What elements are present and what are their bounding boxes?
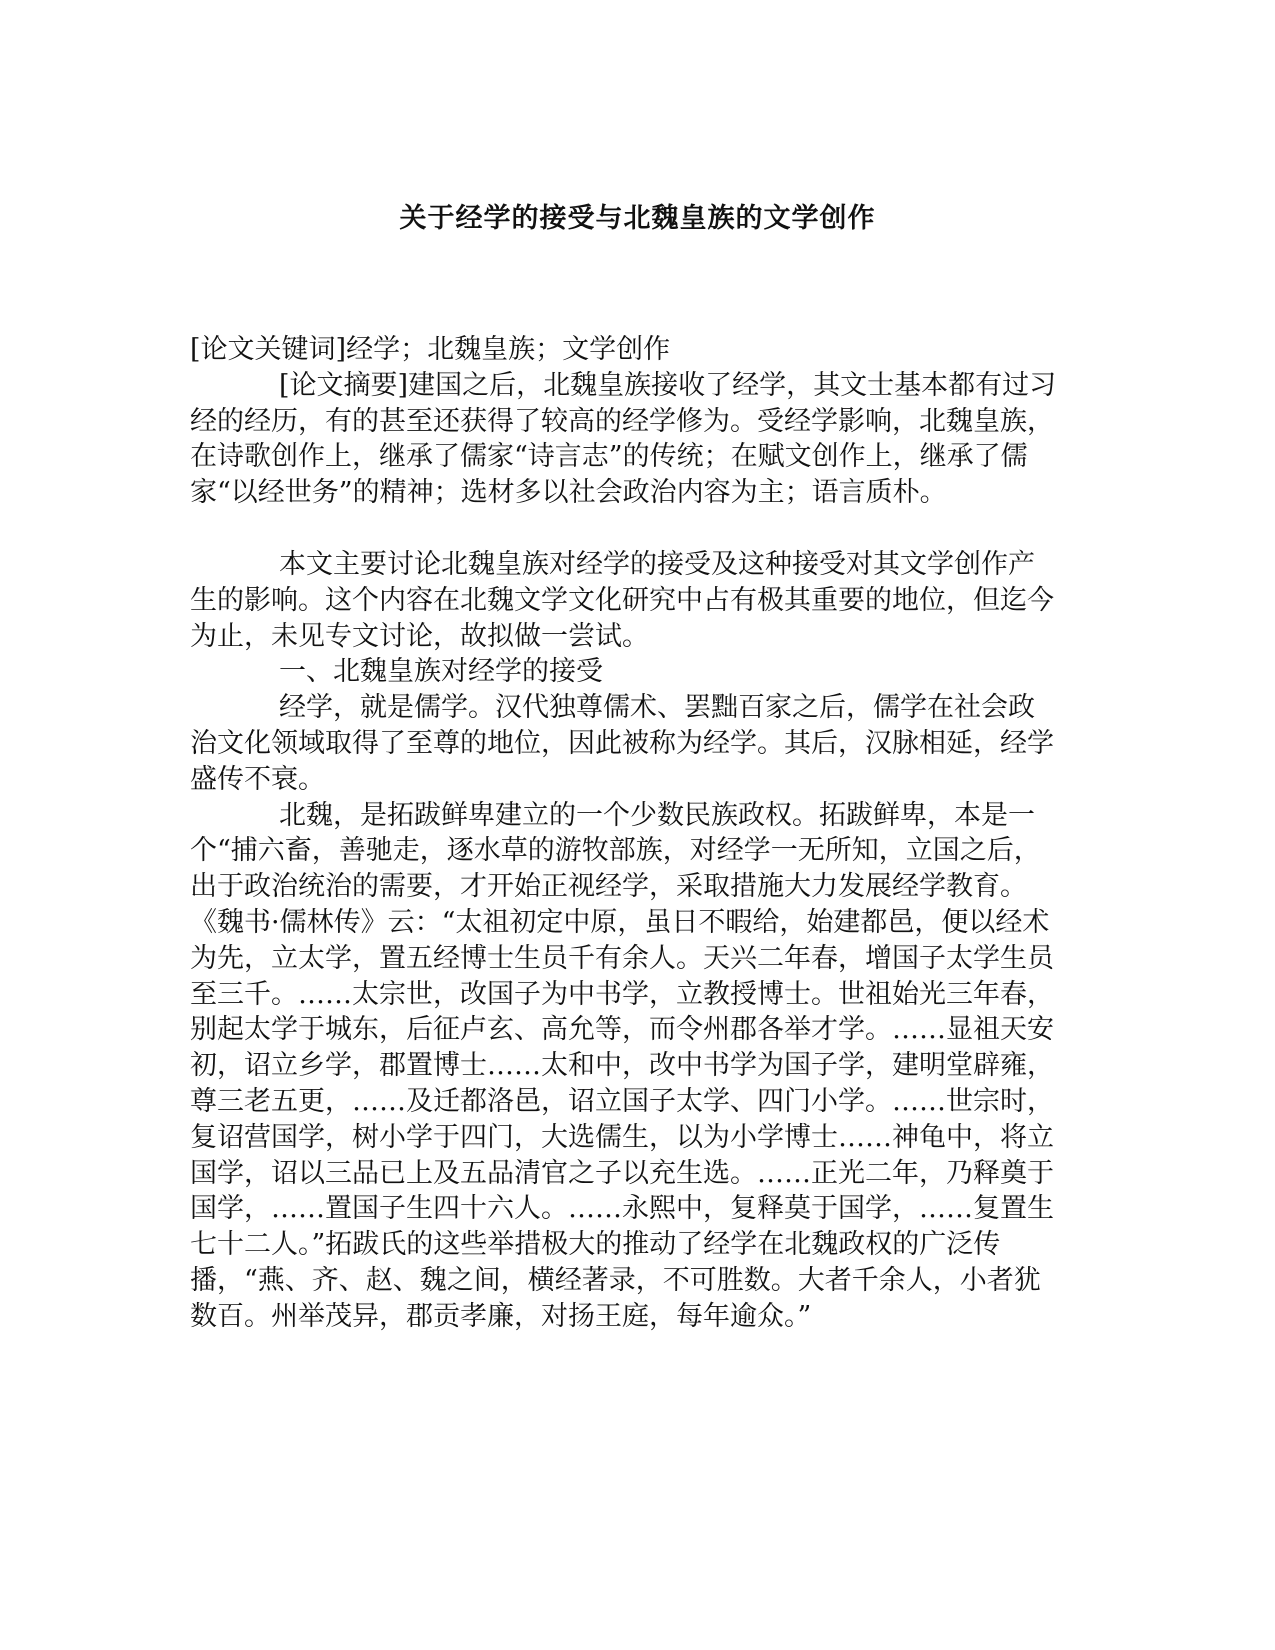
keywords-paragraph: [论文关键词]经学；北魏皇族；文学创作 bbox=[190, 334, 671, 365]
intro-paragraph: 本文主要讨论北魏皇族对经学的接受及这种接受对其文学创作产生的影响。这个内容在北魏文学文化研究中占有极其重要的地位，但迄今为止，未见专文讨论，故拟做一尝试。 bbox=[190, 548, 1054, 652]
document-title: 关于经学的接受与北魏皇族的文学创作 bbox=[399, 203, 876, 234]
document-body bbox=[190, 332, 1058, 1335]
section-heading: 一、北魏皇族对经学的接受 bbox=[279, 656, 603, 688]
abstract-paragraph: [论文摘要]建国之后，北魏皇族接收了经学，其文士基本都有过习经的经历，有的甚至还获得了较高的经学修为。受经学影响，北魏皇族，在诗歌创作上，继承了儒家“诗言志”的传统；在赋文创作上，继承了儒家“以经世务”的精神；选材多以社会政治内容为主；语言质朴。 bbox=[190, 369, 1057, 509]
body-paragraph-2: 北魏，是拓跋鲜卑建立的一个少数民族政权。拓跋鲜卑，本是一个“捕六畜，善驰走，逐水草的游牧部族，对经学一无所知，立国之后，出于政治统治的需要，才开始正视经学，采取措施大力发展经学教育。《魏书·儒林传》云：“太祖初定中原，虽日不暇给，始建都邑，便以经术为先，立太学，置五经博士生员千有余人。天兴二年春，增国子太学生员至三千。……太宗世，改国子为中书学，立教授博士。世祖始光三年春，别起太学于城东，后征卢玄、高允等，而令州郡各举才学。……显祖天安初，诏立乡学，郡置博士……太和中，改中书学为国子学，建明堂辟雍，尊三老五更，……及迁都洛邑，诏立国子太学、四门小学。……世宗时，复诏营国学，树小学于四门，大选儒生，以为小学博士……神龟中，将立国学，诏以三品已上及五品清官之子以充生选。……正光二年，乃释奠于国学，……置国子生四十六人。……永熙中，复释莫于国学，……复置生七十二人。”拓跋氏的这些举措极大的推动了经学在北魏政权的广泛传播，“燕、齐、赵、魏之间，横经著录，不可胜数。大者千余人，小者犹数百。州举茂异，郡贡孝廉，对扬王庭，每年逾众。” bbox=[190, 799, 1054, 1332]
paragraph-gap bbox=[190, 511, 1058, 547]
body-paragraph-1: 经学，就是儒学。汉代独尊儒术、罢黜百家之后，儒学在社会政治文化领域取得了至尊的地位，因此被称为经学。其后，汉脉相延，经学盛传不衰。 bbox=[190, 692, 1054, 795]
